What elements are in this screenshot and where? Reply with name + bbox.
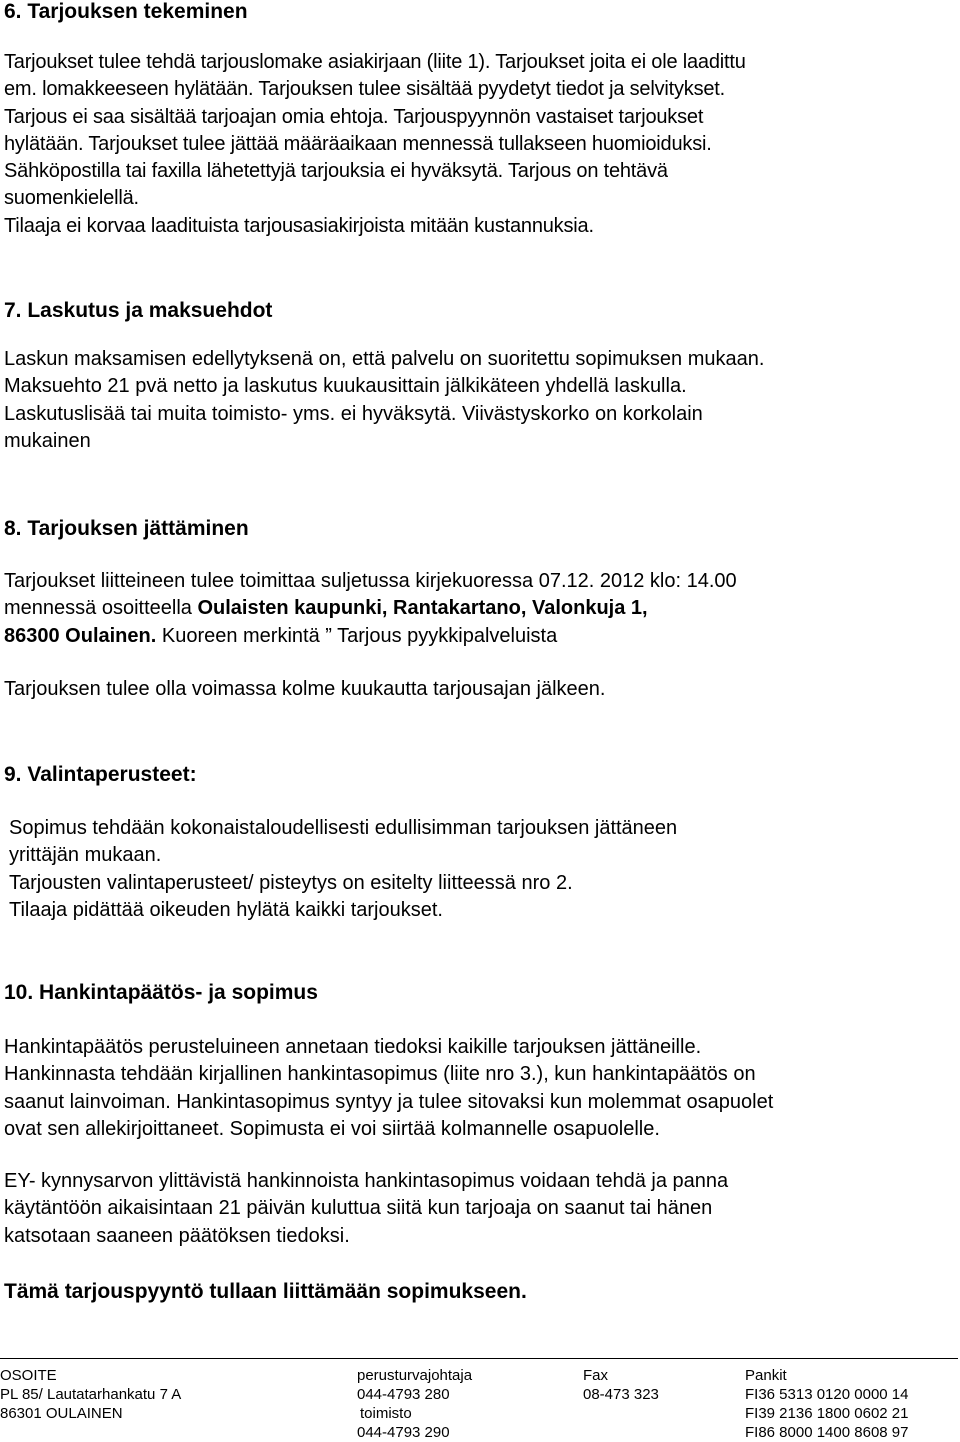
text-line: Tarjoukset liitteineen tulee toimittaa suljetussa kirjekuoressa 07.12. 2012 klo: 14.00 — [4, 570, 737, 592]
footer-divider — [0, 1358, 958, 1359]
text-line: Tarjous ei saa sisältää tarjoajan omia ehtoja. Tarjouspyynnön vastaiset tarjoukset — [4, 105, 704, 128]
text-line: Sopimus tehdään kokonaistaloudellisesti edullisimman tarjouksen jättäneen — [9, 817, 678, 839]
footer-text: FI86 8000 1400 8608 97 — [745, 1424, 909, 1441]
text-line: Laskutuslisää tai muita toimisto- yms. ei hyväksytä. Viivästyskorko on korkolain — [4, 402, 703, 425]
footer-text: FI39 2136 1800 0602 21 — [745, 1405, 909, 1422]
text-line: Tarjoukset tulee tehdä tarjouslomake asiakirjaan (liite 1). Tarjoukset joita ei ole laadittu — [4, 51, 746, 73]
text-line: EY- kynnysarvon ylittävistä hankinnoista hankintasopimus voidaan tehdä ja panna — [4, 1170, 729, 1192]
footer-text: perusturvajohtaja — [357, 1367, 473, 1384]
section-7-heading: 7. Laskutus ja maksuehdot — [4, 299, 273, 322]
footer-address-column — [0, 1366, 181, 1423]
section-10-para-2 — [4, 1168, 954, 1250]
section-9-body — [9, 815, 959, 924]
footer-text: 044-4793 290 — [357, 1424, 450, 1441]
text-line: Tarjouksen tulee olla voimassa kolme kuukautta tarjousajan jälkeen. — [4, 678, 606, 700]
text-line — [4, 595, 954, 622]
footer-text: OSOITE — [0, 1367, 57, 1384]
footer-text: Fax — [583, 1367, 609, 1384]
section-6-heading: 6. Tarjouksen tekeminen — [4, 0, 248, 23]
section-7-body — [4, 346, 954, 455]
text-line: Hankintapäätös perusteluineen annetaan tiedoksi kaikille tarjouksen jättäneille. — [4, 1036, 702, 1058]
footer-text: PL 85/ Lautatarhankatu 7 A — [0, 1386, 182, 1403]
text-line: Hankinnasta tehdään kirjallinen hankintasopimus (liite nro 3.), kun hankintapäätös on — [4, 1063, 756, 1086]
text-line: saanut lainvoiman. Hankintasopimus syntyy ja tulee sitovaksi kun molemmat osapuolet — [4, 1090, 774, 1113]
postcode-bold: 86300 Oulainen. — [4, 624, 157, 647]
footer-phone-column — [357, 1366, 472, 1442]
section-7 — [4, 297, 954, 324]
section-8-heading: 8. Tarjouksen jättäminen — [4, 517, 249, 540]
text-line: yrittäjän mukaan. — [9, 844, 162, 867]
text-line: Tarjousten valintaperusteet/ pisteytys on esitelty liitteessä nro 2. — [9, 871, 573, 894]
footer-text: toimisto — [360, 1405, 412, 1422]
text-line: hylätään. Tarjoukset tulee jättää määräaikaan mennessä tullakseen huomioiduksi. — [4, 132, 712, 155]
section-10-para-1 — [4, 1034, 954, 1143]
section-8-validity — [4, 676, 954, 703]
footer-text: 86301 OULAINEN — [0, 1405, 123, 1422]
text-span: Kuoreen merkintä ” Tarjous pyykkipalveluista — [156, 624, 558, 647]
section-10 — [4, 979, 954, 1006]
text-line: Sähköpostilla tai faxilla lähetettyjä tarjouksia ei hyväksytä. Tarjous on tehtävä — [4, 160, 668, 183]
section-8-body — [4, 568, 954, 650]
text-line: Tilaaja pidättää oikeuden hylätä kaikki tarjoukset. — [9, 898, 443, 921]
text-line: katsotaan saaneen päätöksen tiedoksi. — [4, 1224, 350, 1247]
text-line — [4, 623, 954, 650]
footer — [0, 1366, 960, 1442]
section-10-heading: 10. Hankintapäätös- ja sopimus — [4, 981, 318, 1004]
closing-statement: Tämä tarjouspyyntö tullaan liittämään sopimukseen. — [4, 1280, 527, 1303]
text-line: ovat sen allekirjoittaneet. Sopimusta ei voi siirtää kolmannelle osapuolelle. — [4, 1117, 660, 1140]
footer-fax-column — [583, 1366, 659, 1404]
section-10-closing — [4, 1278, 954, 1305]
footer-text: 044-4793 280 — [357, 1386, 450, 1403]
text-line: Maksuehto 21 pvä netto ja laskutus kuukausittain jälkikäteen yhdellä laskulla. — [4, 375, 687, 398]
section-9 — [4, 761, 954, 788]
text-line: mukainen — [4, 429, 91, 452]
footer-text: 08-473 323 — [583, 1386, 659, 1403]
text-line: Laskun maksamisen edellytyksenä on, että palvelu on suoritettu sopimuksen mukaan. — [4, 348, 765, 370]
footer-text: FI36 5313 0120 0000 14 — [745, 1386, 909, 1403]
section-6 — [4, 0, 954, 25]
section-6-body — [4, 49, 954, 240]
section-8 — [4, 515, 954, 542]
text-line: käytäntöön aikaisintaan 21 päivän kuluttua siitä kun tarjoaja on saanut tai hänen — [4, 1197, 713, 1220]
address-bold: Oulaisten kaupunki, Rantakartano, Valonkuja 1, — [197, 597, 648, 620]
text-line: suomenkielellä. — [4, 187, 139, 210]
text-span: mennessä osoitteella — [4, 597, 198, 620]
section-9-heading: 9. Valintaperusteet: — [4, 763, 197, 786]
text-line: em. lomakkeeseen hylätään. Tarjouksen tulee sisältää pyydetyt tiedot ja selvitykset. — [4, 78, 726, 101]
text-line: Tilaaja ei korvaa laadituista tarjousasiakirjoista mitään kustannuksia. — [4, 214, 594, 237]
footer-text: Pankit — [745, 1367, 787, 1384]
footer-bank-column — [745, 1366, 908, 1442]
